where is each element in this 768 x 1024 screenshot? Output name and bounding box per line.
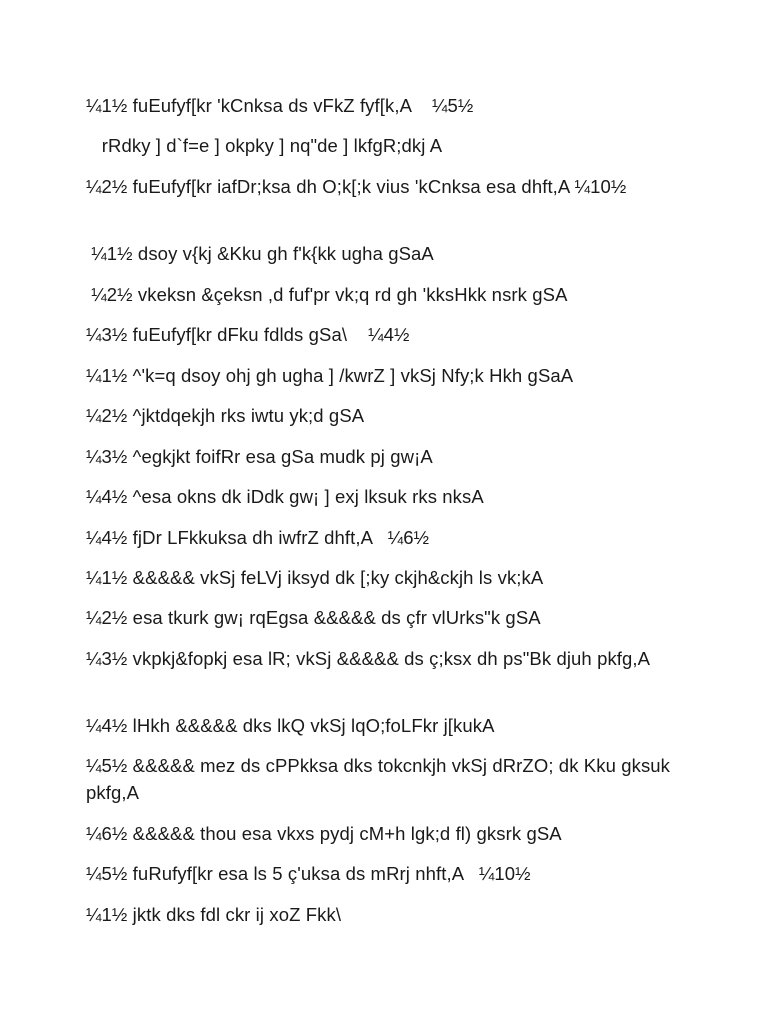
sub-item: ¼4½ ^esa okns dk iDdk gw¡ ] exj lksuk rks nksA [86,486,484,507]
sub-item: ¼2½ vkeksn &çeksn ,d fuf'pr vk;q rd gh 'kksHkk nsrk gSA [86,284,568,305]
sub-item: ¼4½ lHkh &&&&& dks lkQ vkSj lqO;foLFkr j[kukA [86,715,495,736]
sub-item: ¼1½ jktk dks fdl ckr ij xoZ Fkk\ [86,904,342,925]
sub-item: ¼2½ ^jktdqekjh rks iwtu yk;d gSA [86,405,365,426]
sub-item: ¼1½ ^'k=q dsoy ohj gh ugha ] /kwrZ ] vkSj Nfy;k Hkh gSaA [86,365,574,386]
question-heading-4: ¼4½ fjDr LFkkuksa dh iwfrZ dhft,A ¼6½ [86,527,430,548]
sub-item: ¼2½ esa tkurk gw¡ rqEgsa &&&&& ds çfr vlUrks"k gSA [86,607,541,628]
question-heading-5: ¼5½ fuRufyf[kr esa ls 5 ç'uksa ds mRrj nhft,A ¼10½ [86,863,531,884]
question-heading-1: ¼1½ fuEufyf[kr 'kCnksa ds vFkZ fyf[k,A ¼5½ [86,95,474,116]
sub-item: ¼3½ vkpkj&fopkj esa lR; vkSj &&&&& ds ç;ksx dh ps"Bk djuh pkfg,A [86,648,651,669]
sub-item: ¼5½ &&&&& mez ds cPPkksa dks tokcnkjh vkSj dRrZO; dk Kku gksuk pkfg,A [86,755,676,803]
sub-item: ¼6½ &&&&& thou esa vkxs pydj cM+h lgk;d fl) gksrk gSA [86,823,562,844]
sub-item: ¼3½ ^egkjkt foifRr esa gSa mudk pj gw¡A [86,446,433,467]
word-list: rRdky ] d`f=e ] okpky ] nq"de ] lkfgR;dkj A [86,135,443,156]
sub-item: ¼1½ &&&&& vkSj feLVj iksyd dk [;ky ckjh&ckjh ls vk;kA [86,567,544,588]
question-heading-3: ¼3½ fuEufyf[kr dFku fdlds gSa\ ¼4½ [86,324,410,345]
sub-item: ¼1½ dsoy v{kj &Kku gh f'k{kk ugha gSaA [86,243,434,264]
question-heading-2: ¼2½ fuEufyf[kr iafDr;ksa dh O;k[;k vius 'kCnksa esa dhft,A ¼10½ [86,176,627,197]
